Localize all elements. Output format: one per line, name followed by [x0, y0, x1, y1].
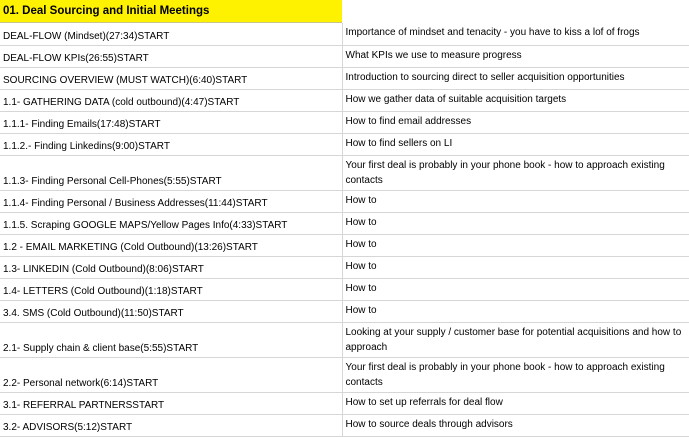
- lesson-cell[interactable]: 3.1- REFERRAL PARTNERSSTART: [0, 392, 342, 414]
- table-row: [0, 67, 689, 89]
- lesson-cell[interactable]: 1.1.1- Finding Emails(17:48)START: [0, 111, 342, 133]
- lesson-cell[interactable]: 1.1.2.- Finding Linkedins(9:00)START: [0, 133, 342, 155]
- header-spacer-row: [0, 0, 689, 23]
- table-row: [0, 45, 689, 67]
- description-cell[interactable]: How to find sellers on LI: [342, 133, 689, 155]
- table-row: [0, 133, 689, 155]
- description-cell[interactable]: How to: [342, 190, 689, 212]
- table-row: [0, 414, 689, 436]
- lesson-cell[interactable]: SOURCING OVERVIEW (MUST WATCH)(6:40)START: [0, 67, 342, 89]
- table-row: [0, 278, 689, 300]
- lesson-cell[interactable]: 1.4- LETTERS (Cold Outbound)(1:18)START: [0, 278, 342, 300]
- description-cell[interactable]: What KPIs we use to measure progress: [342, 45, 689, 67]
- table-row: [0, 212, 689, 234]
- table-row: [0, 357, 689, 392]
- description-cell[interactable]: How to find email addresses: [342, 111, 689, 133]
- table-row: [0, 234, 689, 256]
- description-cell[interactable]: How we gather data of suitable acquisition targets: [342, 89, 689, 111]
- lesson-cell[interactable]: 1.1.3- Finding Personal Cell-Phones(5:55)START: [0, 155, 342, 190]
- table-row: [0, 155, 689, 190]
- lesson-cell[interactable]: 2.2- Personal network(6:14)START: [0, 357, 342, 392]
- description-cell[interactable]: How to: [342, 300, 689, 322]
- lesson-cell[interactable]: 1.2 - EMAIL MARKETING (Cold Outbound)(13:26)START: [0, 234, 342, 256]
- table-row: [0, 392, 689, 414]
- description-cell[interactable]: Introduction to sourcing direct to seller acquisition opportunities: [342, 67, 689, 89]
- description-cell[interactable]: How to: [342, 278, 689, 300]
- section-title: 01. Deal Sourcing and Initial Meetings: [3, 5, 210, 17]
- lesson-cell[interactable]: 1.1.5. Scraping GOOGLE MAPS/Yellow Pages Info(4:33)START: [0, 212, 342, 234]
- description-cell[interactable]: Your first deal is probably in your phone book - how to approach existing contacts: [342, 357, 689, 392]
- table-row: [0, 89, 689, 111]
- table-row: [0, 111, 689, 133]
- description-cell[interactable]: How to source deals through advisors: [342, 414, 689, 436]
- table-row: [0, 190, 689, 212]
- lesson-cell[interactable]: 1.1.4- Finding Personal / Business Addresses(11:44)START: [0, 190, 342, 212]
- lesson-cell[interactable]: 1.3- LINKEDIN (Cold Outbound)(8:06)START: [0, 256, 342, 278]
- lesson-cell[interactable]: 1.1- GATHERING DATA (cold outbound)(4:47)START: [0, 89, 342, 111]
- table-row: [0, 256, 689, 278]
- table-row: [0, 322, 689, 357]
- description-cell[interactable]: Your first deal is probably in your phone book - how to approach existing contacts: [342, 155, 689, 190]
- description-cell[interactable]: Looking at your supply / customer base for potential acquisitions and how to approach: [342, 322, 689, 357]
- lesson-cell[interactable]: DEAL-FLOW KPIs(26:55)START: [0, 45, 342, 67]
- lesson-cell[interactable]: 3.2- ADVISORS(5:12)START: [0, 414, 342, 436]
- lesson-cell[interactable]: DEAL-FLOW (Mindset)(27:34)START: [0, 23, 342, 45]
- description-cell[interactable]: How to: [342, 256, 689, 278]
- table-row: [0, 300, 689, 322]
- description-cell[interactable]: Importance of mindset and tenacity - you have to kiss a lof of frogs: [342, 23, 689, 45]
- description-cell[interactable]: How to: [342, 212, 689, 234]
- description-cell[interactable]: How to set up referrals for deal flow: [342, 392, 689, 414]
- table-row: [0, 23, 689, 45]
- lesson-cell[interactable]: 3.4. SMS (Cold Outbound)(11:50)START: [0, 300, 342, 322]
- lesson-cell[interactable]: 2.1- Supply chain & client base(5:55)START: [0, 322, 342, 357]
- description-cell[interactable]: How to: [342, 234, 689, 256]
